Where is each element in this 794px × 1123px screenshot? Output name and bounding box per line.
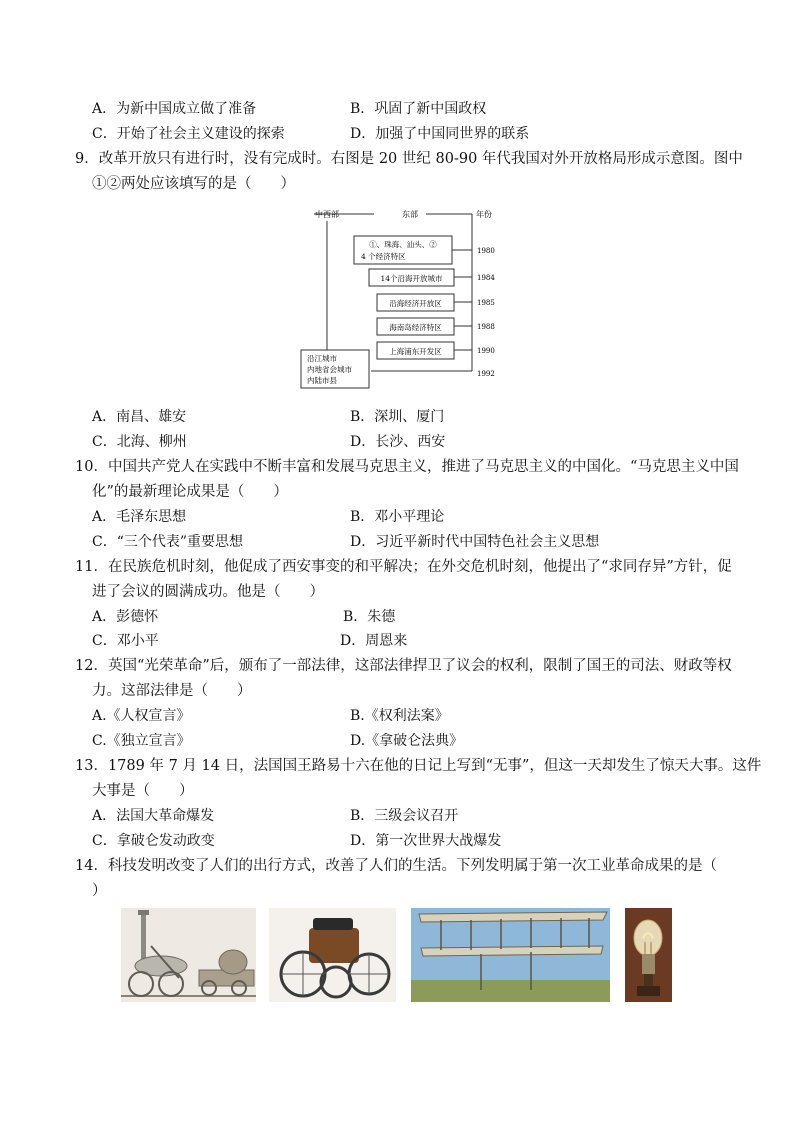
q12-option-d: D.《拿破仑法典》 — [350, 733, 464, 749]
diagram-year-1980: 1980 — [477, 247, 495, 255]
q9-option-d: D．长沙、西安 — [350, 434, 446, 450]
q12-option-c: C.《独立宣言》 — [92, 733, 191, 749]
q9-stem-line1: 9．改革开放只有进行时，没有完成时。右图是 20 世纪 80-90 年代我国对外开放格局形成示意图。图中 — [75, 151, 743, 167]
diagram-box-inland-line2: 内地省会城市 — [307, 365, 352, 374]
wright-flyer-image — [411, 908, 610, 1002]
q14-stem-line2: ） — [92, 883, 107, 899]
diagram-header-year: 年份 — [476, 210, 492, 219]
diagram-year-1988: 1988 — [477, 323, 495, 331]
q13-option-a: A．法国大革命爆发 — [92, 808, 215, 824]
q11-option-c: C．邓小平 — [92, 633, 159, 649]
q8-option-c: C．开始了社会主义建设的探索 — [92, 126, 285, 142]
q14-stem-line1: 14．科技发明改变了人们的出行方式，改善了人们的生活。下列发明属于第一次工业革命成果的是（ — [75, 858, 717, 874]
q13-option-d: D．第一次世界大战爆发 — [350, 833, 502, 849]
diagram-box-inland-line1: 沿江城市 — [307, 354, 337, 363]
diagram-box-sez-line2: 4 个经济特区 — [361, 252, 406, 261]
q11-option-b: B．朱德 — [343, 609, 396, 625]
diagram-header-midwest: 中西部 — [315, 210, 339, 219]
q11-stem-line1: 11．在民族危机时刻，他促成了西安事变的和平解决；在外交危机时刻，他提出了“求同存异”方针，促 — [75, 559, 732, 575]
light-bulb-image — [625, 908, 672, 1002]
diagram-year-1985: 1985 — [477, 299, 495, 307]
opening-up-diagram — [296, 203, 502, 393]
diagram-box-coastal-zones-text: 沿海经济开放区 — [389, 299, 442, 308]
q11-stem-line2: 进了会议的圆满成功。他是（ ） — [92, 584, 324, 600]
q9-option-c: C．北海、柳州 — [92, 434, 187, 450]
q12-option-b: B.《权利法案》 — [350, 708, 449, 724]
q13-stem-line2: 大事是（ ） — [92, 783, 194, 799]
diagram-year-1992: 1992 — [477, 370, 495, 378]
q10-stem-line2: 化”的最新理论成果是（ ） — [92, 484, 288, 500]
diagram-box-pudong-text: 上海浦东开发区 — [389, 347, 442, 356]
steam-locomotive-image — [121, 908, 256, 1002]
q12-stem-line1: 12．英国“光荣革命”后，颁布了一部法律，这部法律捍卫了议会的权利，限制了国王的司法、财政等权 — [75, 658, 732, 674]
diagram-box-coastal-cities-text: 14个沿海开放城市 — [380, 274, 443, 283]
q11-option-d: D．周恩来 — [340, 633, 408, 649]
diagram-year-1984: 1984 — [477, 274, 495, 282]
q13-option-b: B．三级会议召开 — [350, 808, 459, 824]
q9-option-b: B．深圳、厦门 — [350, 409, 445, 425]
q10-option-a: A．毛泽东思想 — [92, 509, 187, 525]
q10-option-c: C．“三个代表”重要思想 — [92, 534, 244, 550]
q10-option-b: B．邓小平理论 — [350, 509, 445, 525]
q8-option-b: B．巩固了新中国政权 — [350, 101, 487, 117]
diagram-box-inland-line3: 内陆市县 — [307, 376, 337, 385]
diagram-year-1990: 1990 — [477, 347, 495, 355]
q10-option-d: D．习近平新时代中国特色社会主义思想 — [350, 534, 600, 550]
q8-option-d: D．加强了中国同世界的联系 — [350, 126, 530, 142]
diagram-box-sez-line1: ①、珠海、汕头、② — [369, 240, 437, 249]
diagram-box-hainan-text: 海南岛经济特区 — [389, 323, 442, 332]
diagram-header-east: 东部 — [402, 210, 418, 219]
benz-automobile-image — [269, 908, 396, 1002]
q11-option-a: A．彭德怀 — [92, 609, 159, 625]
q13-option-c: C．拿破仑发动政变 — [92, 833, 215, 849]
q13-stem-line1: 13．1789 年 7 月 14 日，法国国王路易十六在他的日记上写到“无事”，但这一天却发生了惊天大事。这件 — [75, 758, 762, 774]
q12-option-a: A.《人权宣言》 — [92, 708, 191, 724]
q8-option-a: A．为新中国成立做了准备 — [92, 101, 257, 117]
q10-stem-line1: 10．中国共产党人在实践中不断丰富和发展马克思主义，推进了马克思主义的中国化。“马克思主义中国 — [75, 459, 739, 475]
q9-stem-line2: ①②两处应该填写的是（ ） — [92, 176, 295, 192]
q9-option-a: A．南昌、雄安 — [92, 409, 187, 425]
q12-stem-line2: 力。这部法律是（ ） — [92, 683, 252, 699]
